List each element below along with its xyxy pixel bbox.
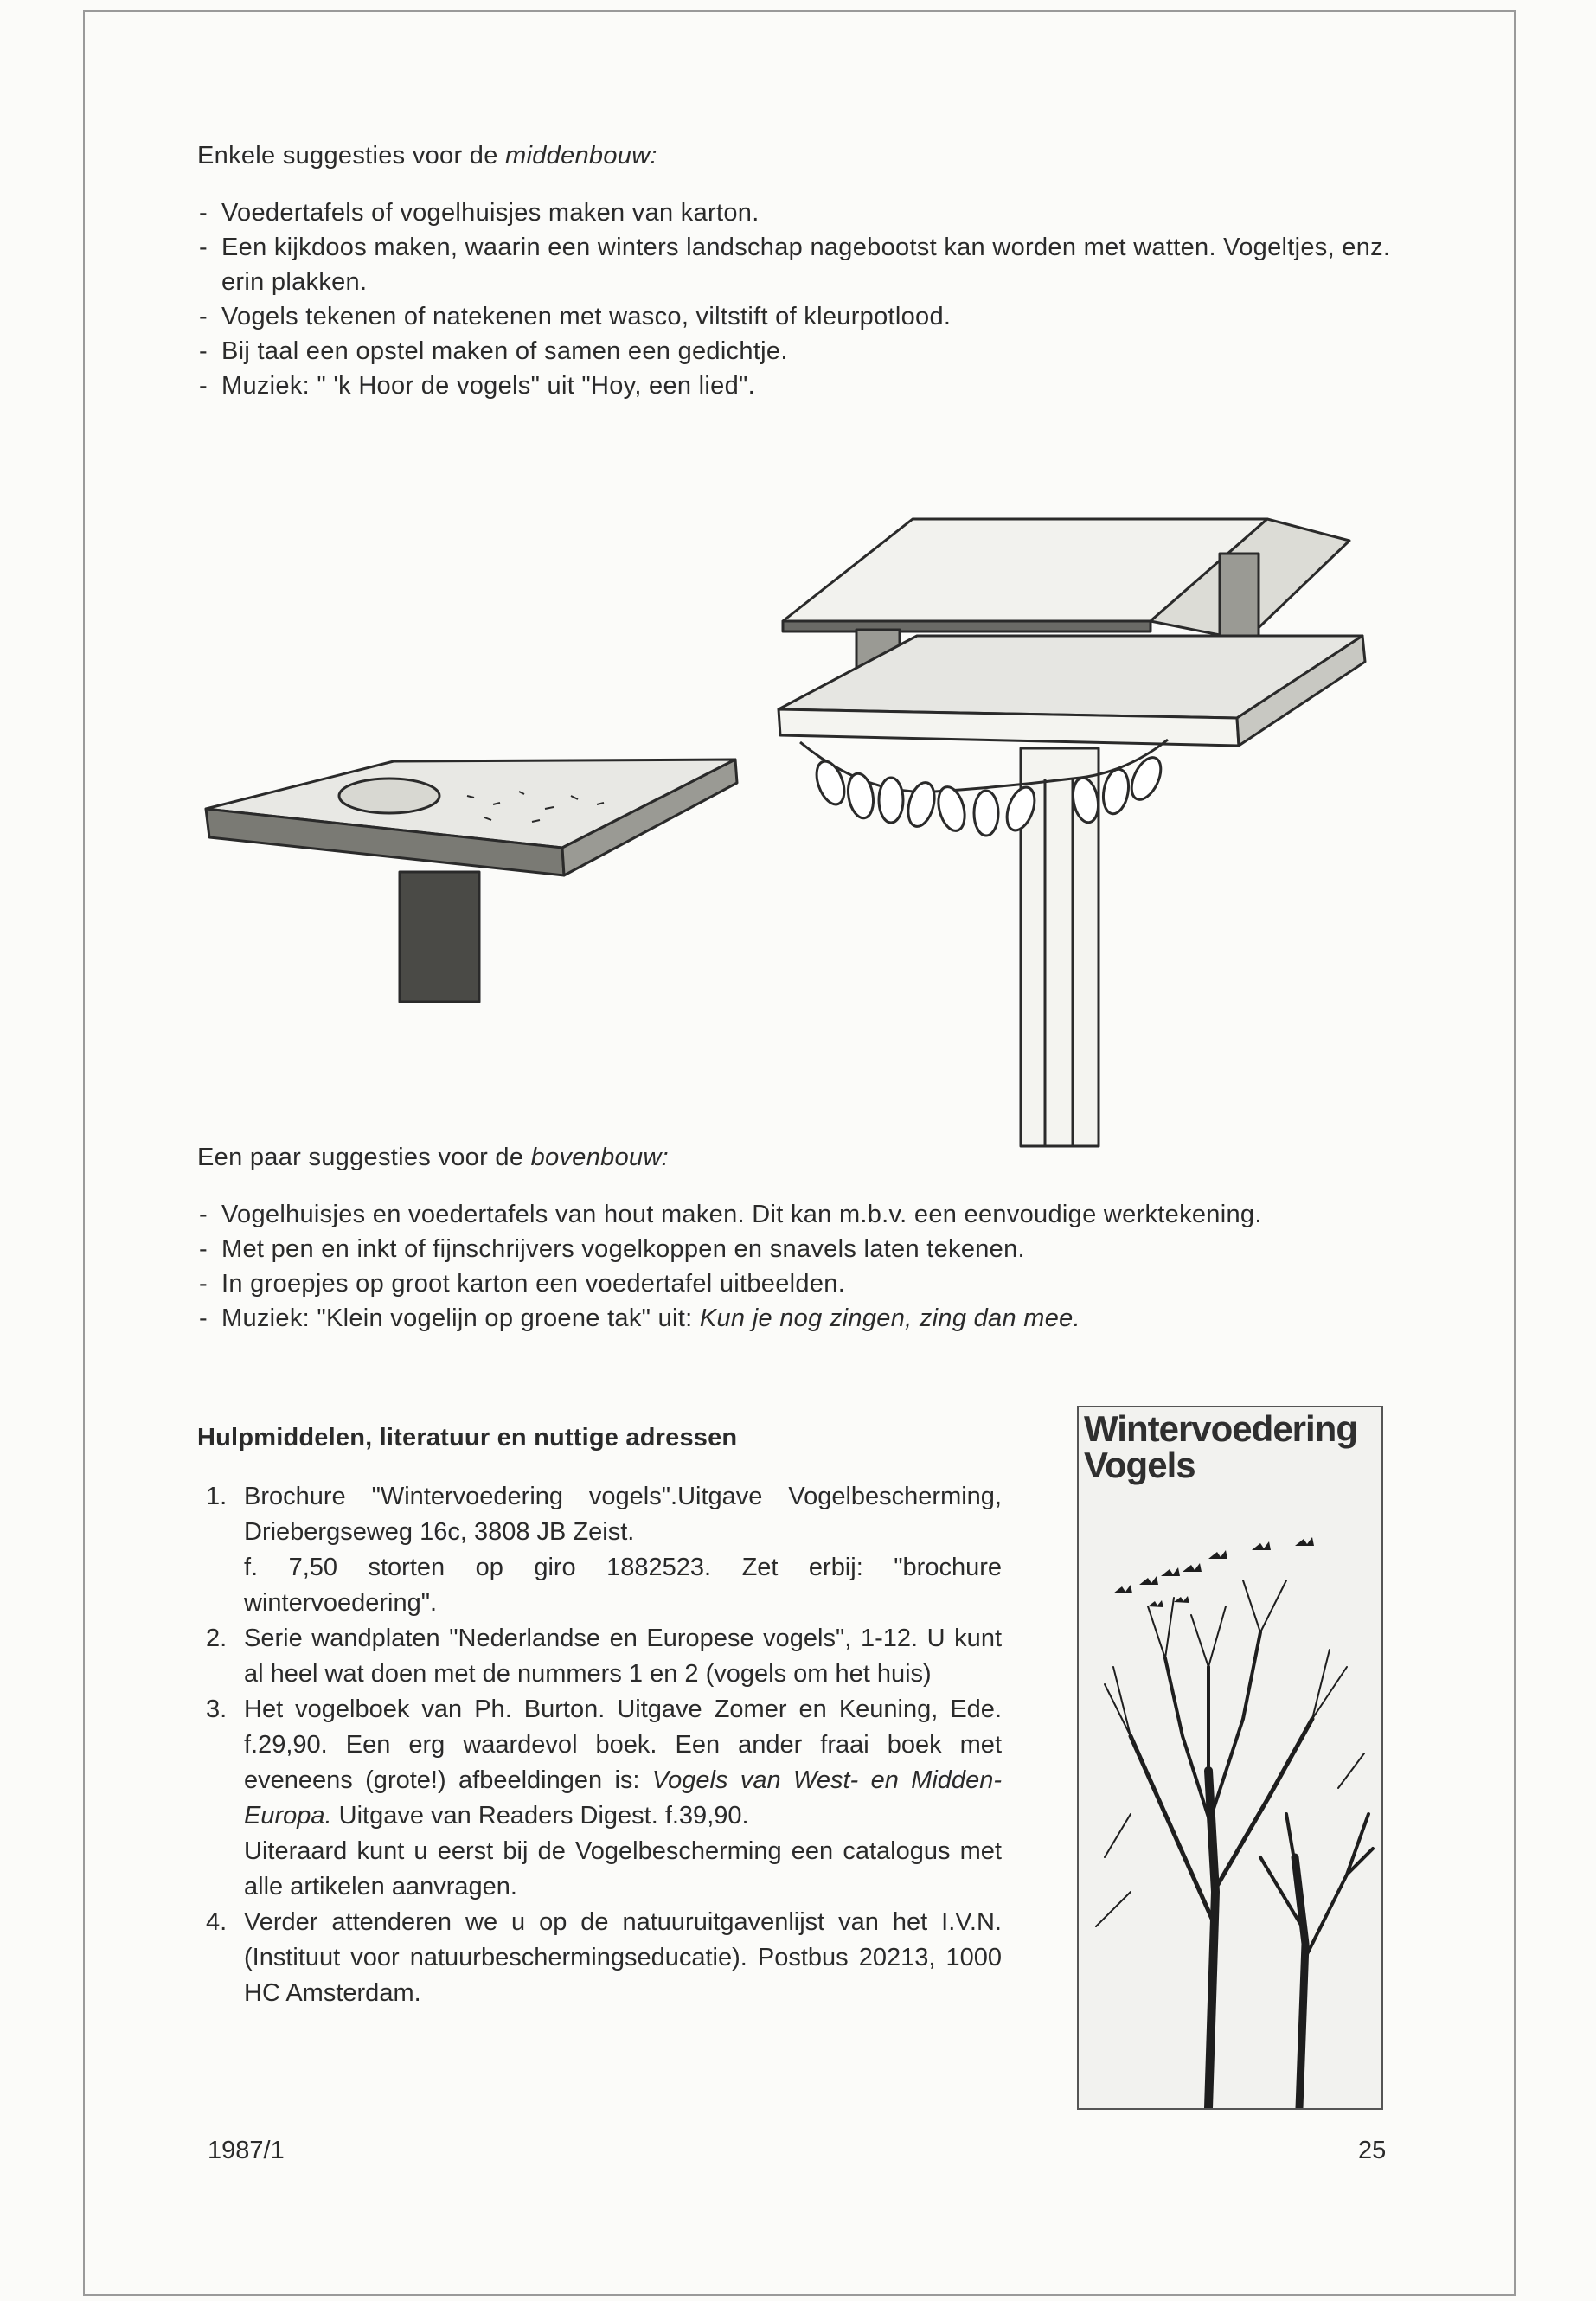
list-item: - Muziek: " 'k Hoor de vogels" uit "Hoy, een lied". — [197, 369, 1400, 403]
list-item: - Met pen en inkt of fijnschrijvers vogelkoppen en snavels laten tekenen. — [197, 1232, 1400, 1266]
list-item: - Muziek: "Klein vogelijn op groene tak" uit: Kun je nog zingen, zing dan mee. — [197, 1301, 1400, 1336]
middenbouw-lead: Enkele suggesties voor de middenbouw: — [197, 142, 657, 170]
left-table-post — [400, 872, 479, 1002]
roof-edge — [783, 621, 1151, 631]
tree-illustration — [1079, 1407, 1381, 2108]
list-item: - Bij taal een opstel maken of samen een gedichtje. — [197, 334, 1400, 369]
issue-number: 1987/1 — [208, 2137, 285, 2164]
resources-heading: Hulpmiddelen, literatuur en nuttige adressen — [197, 1424, 738, 1452]
bovenbouw-lead: Een paar suggesties voor de bovenbouw: — [197, 1144, 670, 1171]
resources-list — [197, 1479, 1002, 2011]
bovenbouw-list — [197, 1197, 1400, 1336]
list-item: 3. Het vogelboek van Ph. Burton. Uitgave Zomer en Keuning, Ede. f.29,90. Een erg waardevol boek. Een ander fraai boek met eveneens (grote!) afbeeldingen is: Vogels van West- en Midden-Europa. Uitgave van Readers Digest. f.39,90. Uiteraard kunt u eerst bij de Vogelbescherming een catalogus met alle artikelen aanvragen. — [206, 1695, 1002, 1900]
list-item: - Voedertafels of vogelhuisjes maken van karton. — [197, 195, 1400, 230]
brochure-cover — [1077, 1406, 1383, 2110]
list-item: 4. Verder attenderen we u op de natuuruitgavenlijst van het I.V.N. (Instituut voor natuurbeschermingseducatie). Postbus 20213, 1000 HC Amsterdam. — [206, 1908, 1002, 2007]
list-item: - Vogelhuisjes en voedertafels van hout maken. Dit kan m.b.v. een eenvoudige werktekening. — [197, 1197, 1400, 1232]
list-item: - Vogels tekenen of natekenen met wasco, viltstift of kleurpotlood. — [197, 299, 1400, 334]
page-number: 25 — [1358, 2137, 1387, 2164]
hanging-nuts — [811, 753, 1167, 836]
tree-trunk-2 — [1295, 1857, 1305, 2108]
list-item: 2. Serie wandplaten "Nederlandse en Europese vogels", 1-12. U kunt al heel wat doen met de nummers 1 en 2 (vogels om het huis) — [206, 1625, 1002, 1688]
brochure-title: Wintervoedering Vogels — [1084, 1408, 1357, 1485]
list-item: - Een kijkdoos maken, waarin een winters landschap nagebootst kan worden met watten. Vogeltjes, enz. erin plakken. — [197, 230, 1400, 299]
seed-dish — [339, 779, 439, 813]
list-item: 1. Brochure "Wintervoedering vogels".Uitgave Vogelbescherming, Driebergseweg 16c, 3808 JB Zeist. f. 7,50 storten op giro 1882523. Zet erbij: "brochure wintervoedering". — [206, 1483, 1002, 1617]
bovenbouw-section — [197, 1140, 1400, 1336]
flying-birds — [1113, 1537, 1314, 1607]
list-item: - In groepjes op groot karton een voedertafel uitbeelden. — [197, 1266, 1400, 1301]
